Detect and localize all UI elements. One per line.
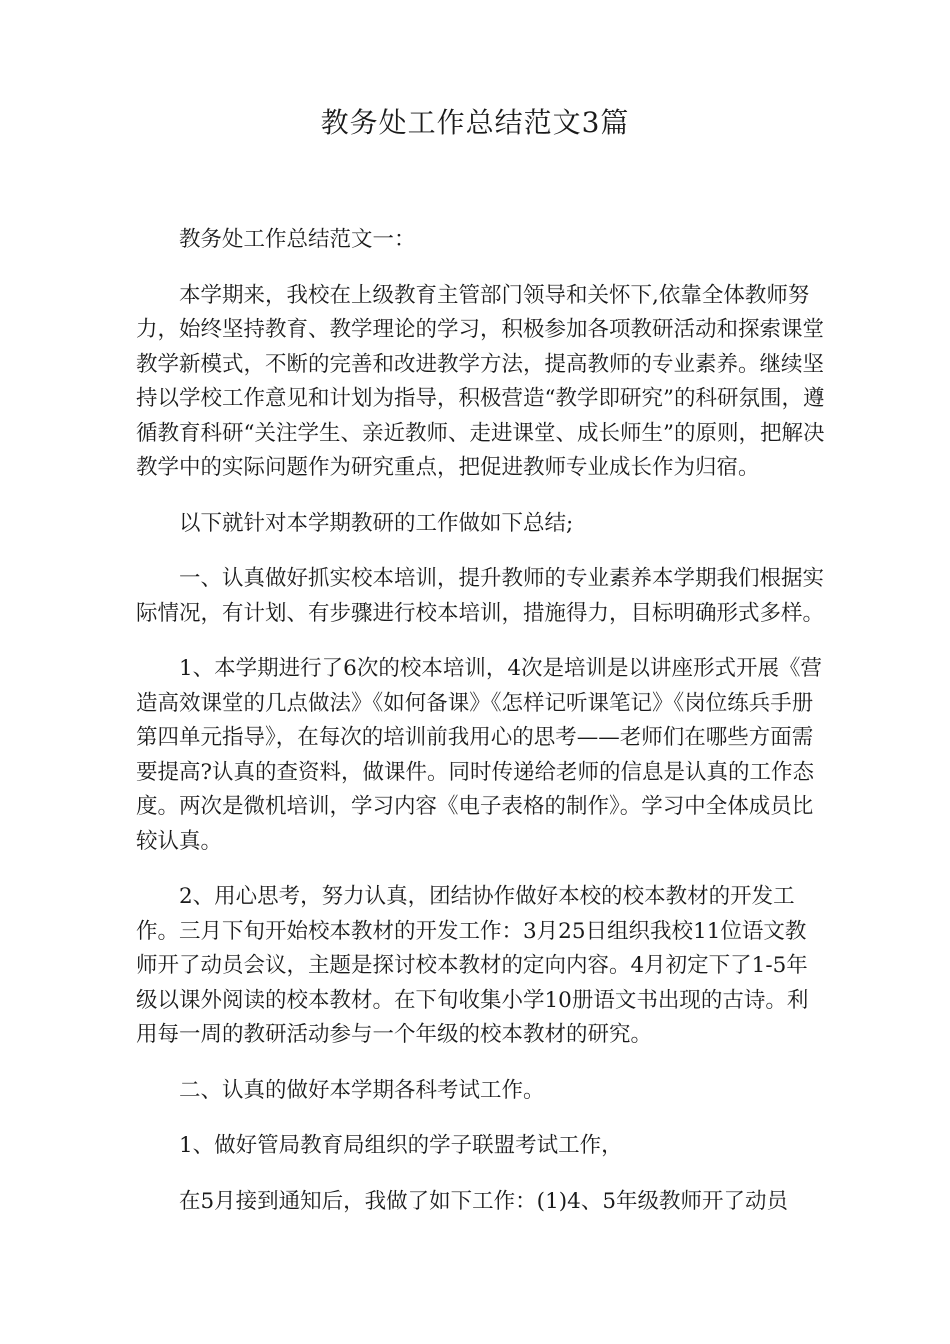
paragraph-exam-detail: 在5月接到通知后，我做了如下工作：(1)4、5年级教师开了动员 [179,1188,788,1214]
paragraph-part-one: 一、认真做好抓实校本培训，提升教师的专业素养本学期我们根据实际情况，有计划、有步骤进行校本培训，措施得力，目标明确形式多样。 [136,566,825,626]
paragraph-part-two: 二、认真的做好本学期各科考试工作。 [179,1077,545,1103]
document-title: 教务处工作总结范文3篇 [320,106,630,139]
paragraph-intro: 本学期来，我校在上级教育主管部门领导和关怀下,依靠全体教师努力，始终坚持教育、教学理论的学习，积极参加各项教研活动和探索课堂教学新模式，不断的完善和改进教学方法，提高教师的专业素养。继续坚持以学校工作意见和计划为指导，积极营造“教学即研究”的科研氛围，遵循教育科研“关注学生、亲近教师、走进课堂、成长师生”的原则，把解决教学中的实际问题作为研究重点，把促进教师专业成长作为归宿。 [136,282,825,480]
document-body [136,223,826,1240]
paragraph-section-heading: 教务处工作总结范文一： [179,227,416,252]
paragraph-exam-item-1: 1、做好管局教育局组织的学子联盟考试工作， [179,1133,623,1158]
paragraph-item-1: 1、本学期进行了6次的校本培训，4次是培训是以讲座形式开展《营造高效课堂的几点做法》《如何备课》《怎样记听课笔记》《岗位练兵手册第四单元指导》，在每次的培训前我用心的思考——老师们在哪些方面需要提高?认真的查资料，做课件。同时传递给老师的信息是认真的工作态度。两次是微机培训，学习内容《电子表格的制作》。学习中全体成员比较认真。 [136,656,823,854]
paragraph-item-2: 2、用心思考，努力认真，团结协作做好本校的校本教材的开发工作。三月下旬开始校本教材的开发工作：3月25日组织我校11位语文教师开了动员会议，主题是探讨校本教材的定向内容。4月初定下了1-5年级以课外阅读的校本教材。在下旬收集小学10册语文书出现的古诗。利用每一周的教研活动参与一个年级的校本教材的研究。 [136,884,809,1047]
paragraph-summary-lead: 以下就针对本学期教研的工作做如下总结; [179,510,574,536]
